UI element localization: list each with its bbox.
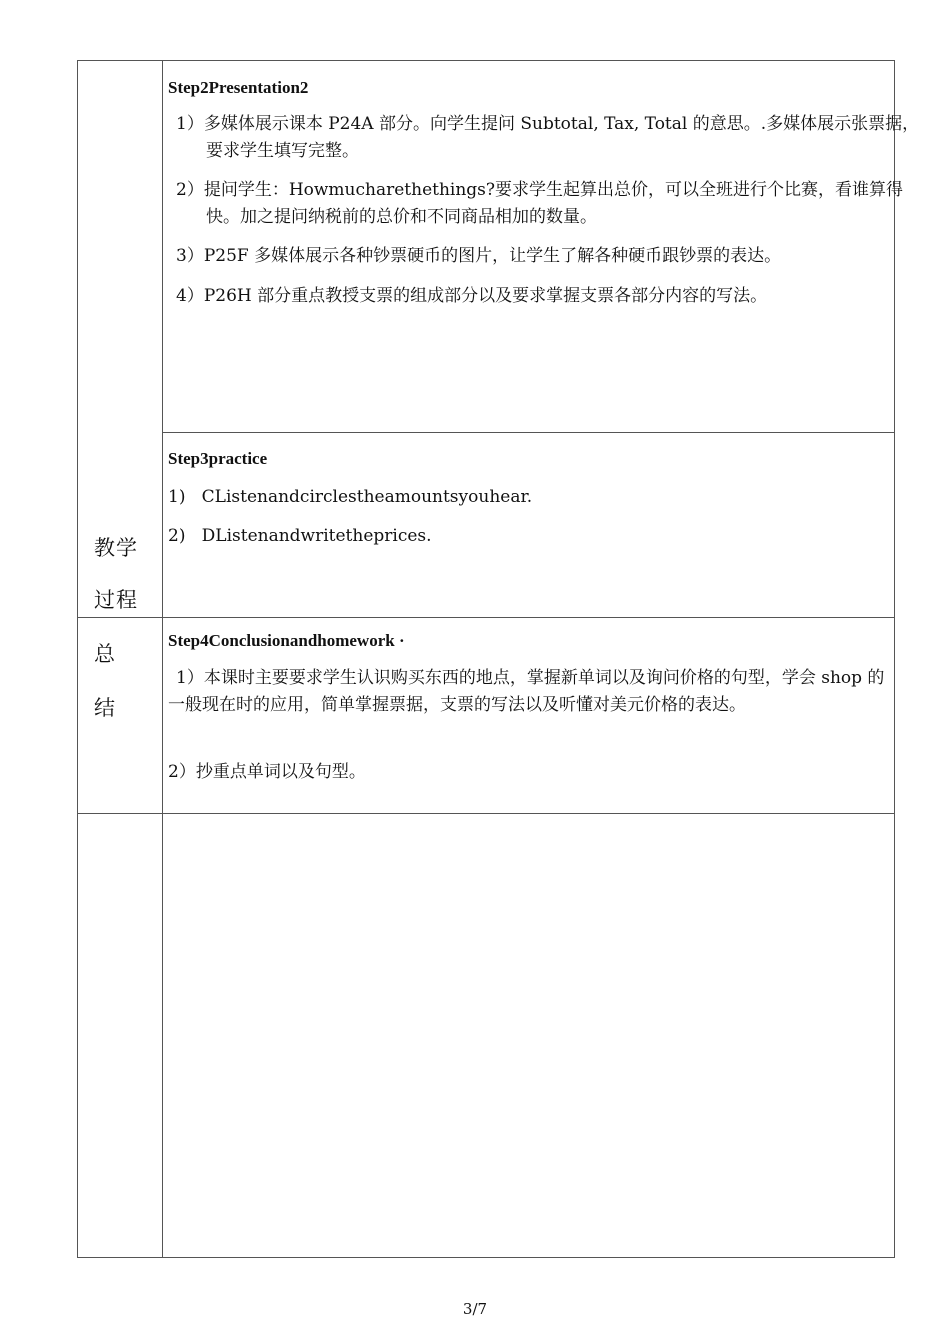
summary-label-1: 总 xyxy=(94,642,116,666)
practice-item-2: 2) DListenandwritetheprices. xyxy=(168,526,432,546)
presentation-item-3: 3）P25F 多媒体展示各种钞票硬币的图片，让学生了解各种硬币跟钞票的表达。 xyxy=(176,246,782,266)
column-divider xyxy=(162,60,163,1258)
row-divider-presentation xyxy=(162,432,895,433)
process-label-1: 教学 xyxy=(94,536,138,560)
presentation-item-1: 1）多媒体展示课本 P24A 部分。向学生提问 Subtotal, Tax, Total 的意思。.多媒体展示张票据，要求学生填写完整。 xyxy=(176,114,920,161)
conclusion-title: Step4Conclusionandhomework · xyxy=(168,631,405,650)
presentation-title: Step2Presentation2 xyxy=(168,78,309,97)
conclusion-item-1: 1）本课时主要要求学生认识购买东西的地点，掌握新单词以及询问价格的句型，学会 shop 的一般现在时的应用，简单掌握票据，支票的写法以及听懂对美元价格的表达。 xyxy=(168,668,885,715)
page-number: 3/7 xyxy=(462,1300,488,1318)
presentation-item-2: 2）提问学生：Howmucharethethings?要求学生起算出总价，可以全班进行个比赛，看谁算得快。加之提问纳税前的总价和不同商品相加的数量。 xyxy=(176,180,904,227)
presentation-item-4: 4）P26H 部分重点教授支票的组成部分以及要求掌握支票各部分内容的写法。 xyxy=(176,286,768,306)
row-divider-conclusion xyxy=(77,813,895,814)
conclusion-item-2: 2）抄重点单词以及句型。 xyxy=(168,762,366,782)
summary-label-2: 结 xyxy=(94,696,116,720)
practice-title: Step3practice xyxy=(168,449,268,468)
process-label-2: 过程 xyxy=(94,588,138,612)
lesson-table xyxy=(77,60,895,1258)
practice-item-1: 1) CListenandcirclestheamountsyouhear. xyxy=(168,487,533,507)
row-divider-practice xyxy=(77,617,895,618)
